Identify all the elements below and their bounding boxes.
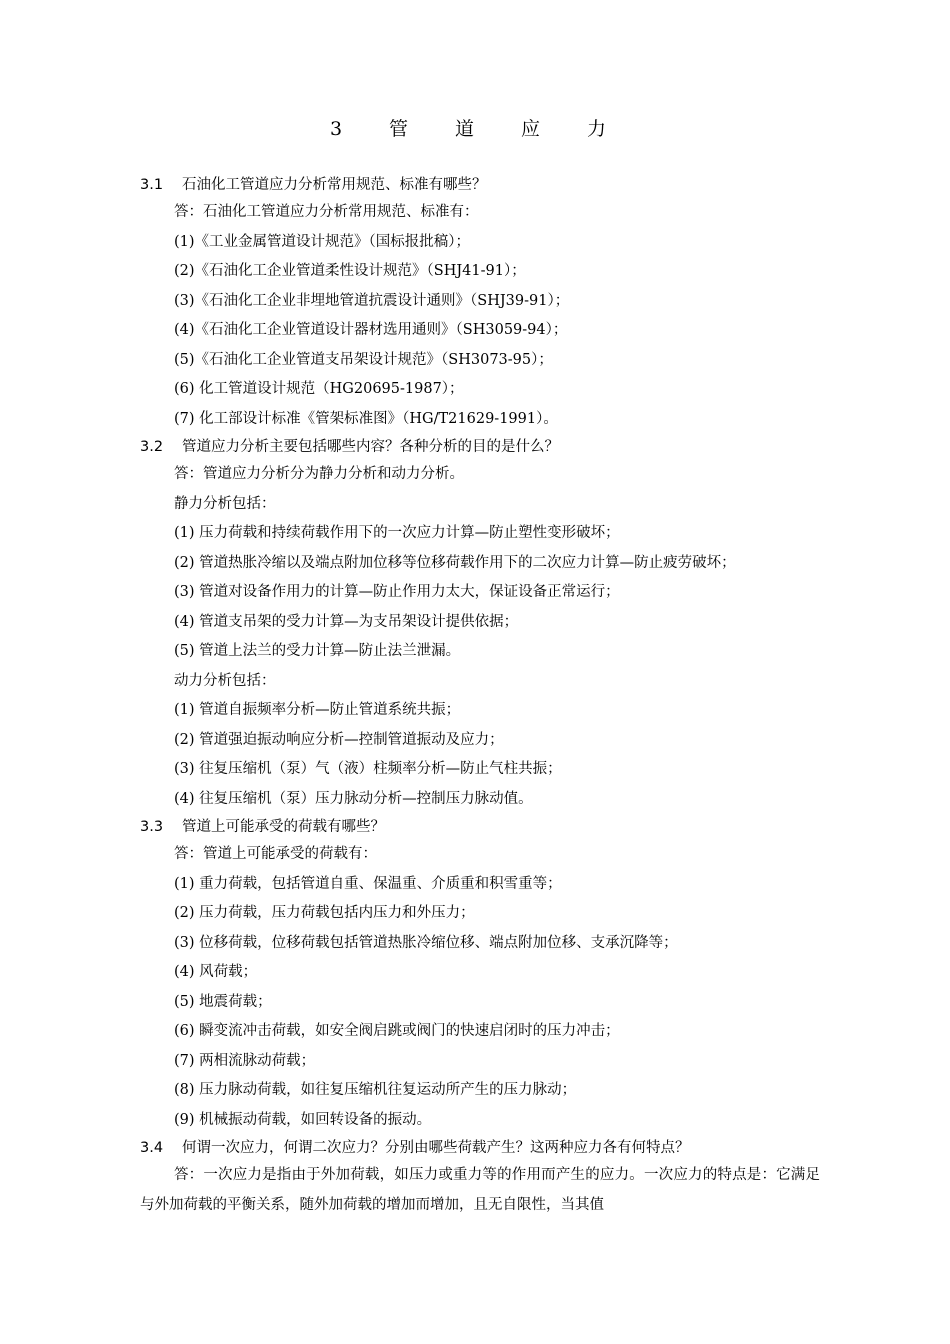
- answer-line: (6) 化工管道设计规范（HG20695-1987）；: [174, 381, 464, 397]
- answer-line: (7) 两相流脉动荷载；: [174, 1052, 316, 1069]
- question-heading: [140, 434, 820, 460]
- answer-line: (4) 往复压缩机（泵）压力脉动分析—控制压力脉动值。: [174, 790, 533, 807]
- answer-line: (7) 化工部设计标准《管架标准图》（HG/T21629-1991）。: [174, 410, 558, 427]
- answer-line: (2)《石油化工企业管道柔性设计规范》（SHJ41-91）；: [174, 263, 526, 279]
- answer-paragraph: 答：一次应力是指由于外加荷载，如压力或重力等的作用而产生的应力。一次应力的特点是：它满足与外加荷载的平衡关系，随外加荷载的增加而增加，且无自限性，当其值: [140, 1167, 820, 1213]
- question-text: 管道上可能承受的荷载有哪些？: [182, 819, 385, 835]
- document-body: [140, 172, 820, 1220]
- answer-line: 动力分析包括：: [174, 672, 276, 689]
- question-number: 3.1: [140, 177, 164, 193]
- answer-line: (3) 往复压缩机（泵）气（液）柱频率分析—防止气柱共振；: [174, 761, 562, 777]
- answer-line: (1) 重力荷载，包括管道自重、保温重、介质重和积雪重等；: [174, 875, 562, 892]
- answer-line: (1)《工业金属管道设计规范》（国标报批稿）；: [174, 233, 471, 250]
- question-text: 何谓一次应力，何谓二次应力？分别由哪些荷载产生？这两种应力各有何特点？: [182, 1140, 690, 1156]
- page-title: 3 管 道 应 力: [329, 118, 621, 140]
- answer-line: 答：管道应力分析分为静力分析和动力分析。: [174, 466, 464, 482]
- answer-line: (2) 管道热胀冷缩以及端点附加位移等位移荷载作用下的二次应力计算—防止疲劳破坏；: [174, 554, 736, 571]
- answer-line: (1) 管道自振频率分析—防止管道系统共振；: [174, 702, 461, 718]
- answer-line: (9) 机械振动荷载，如回转设备的振动。: [174, 1111, 432, 1128]
- question-number: 3.3: [140, 819, 164, 835]
- answer-line: (3) 管道对设备作用力的计算—防止作用力太大，保证设备正常运行；: [174, 584, 620, 600]
- answer-line: (5)《石油化工企业管道支吊架设计规范》（SH3073-95）；: [174, 351, 553, 368]
- question-heading: [140, 172, 820, 198]
- answer-line: (3) 位移荷载，位移荷载包括管道热胀冷缩位移、端点附加位移、支承沉降等；: [174, 934, 678, 951]
- answer-line: 静力分析包括：: [174, 495, 276, 512]
- answer-line: (3)《石油化工企业非埋地管道抗震设计通则》（SHJ39-91）；: [174, 292, 570, 309]
- question-heading: [140, 814, 820, 840]
- question-text: 石油化工管道应力分析常用规范、标准有哪些？: [182, 177, 487, 193]
- answer-line: (2) 压力荷载，压力荷载包括内压力和外压力；: [174, 905, 475, 921]
- answer-line: (4)《石油化工企业管道设计器材选用通则》（SH3059-94）；: [174, 322, 568, 338]
- answer-line: (2) 管道强迫振动响应分析—控制管道振动及应力；: [174, 731, 504, 748]
- answer-line: (8) 压力脉动荷载，如往复压缩机往复运动所产生的压力脉动；: [174, 1082, 577, 1098]
- question-heading: [140, 1135, 820, 1161]
- answer-line: (4) 管道支吊架的受力计算—为支吊架设计提供依据；: [174, 613, 519, 630]
- answer-line: 答：管道上可能承受的荷载有：: [174, 846, 377, 862]
- answer-line: (5) 地震荷载；: [174, 993, 272, 1010]
- answer-line: (6) 瞬变流冲击荷载，如安全阀启跳或阀门的快速启闭时的压力冲击；: [174, 1023, 620, 1039]
- answer-line: (5) 管道上法兰的受力计算—防止法兰泄漏。: [174, 643, 461, 659]
- answer-line: 答：石油化工管道应力分析常用规范、标准有：: [174, 204, 479, 220]
- question-number: 3.2: [140, 439, 164, 455]
- question-text: 管道应力分析主要包括哪些内容？各种分析的目的是什么？: [182, 439, 559, 455]
- answer-line: (4) 风荷载；: [174, 964, 258, 980]
- question-number: 3.4: [140, 1140, 164, 1156]
- answer-line: (1) 压力荷载和持续荷载作用下的一次应力计算—防止塑性变形破坏；: [174, 525, 620, 541]
